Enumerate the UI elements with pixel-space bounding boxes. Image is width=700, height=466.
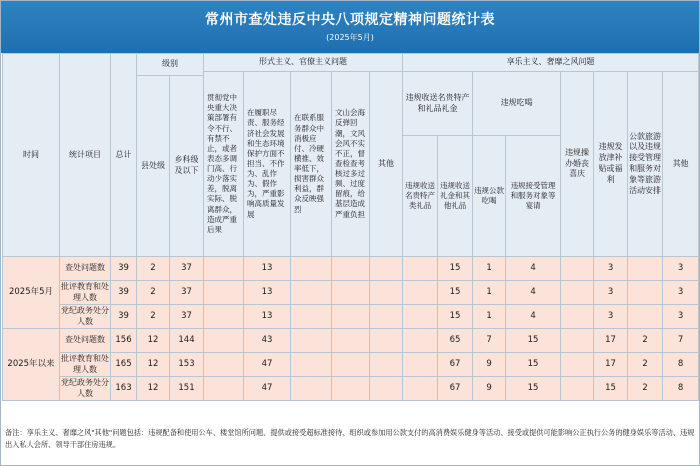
cell-travel: 2 [628,329,663,353]
header-total: 总计 [111,54,137,257]
header-hedonism-other: 其他 [663,72,699,257]
table-row [3,329,699,353]
cell-subsidy: 17 [594,329,628,353]
cell-h-other: 3 [663,257,699,281]
header-formalism-desc-2: 在履职尽责、服务经济社会发展和生态环境保护方面不担当、不作为、乱作为、假作为，严重影响高质量发展 [244,72,291,257]
cell-f4 [332,329,370,353]
cell-e2: 15 [506,329,561,353]
cell-county: 12 [137,377,170,401]
cell-f1 [204,353,244,377]
header-gift-group: 违规收送名贵特产和礼品礼金 [403,72,473,136]
table-row [3,257,699,281]
cell-h-other: 3 [663,305,699,329]
cell-f2: 47 [244,353,291,377]
cell-f4 [332,377,370,401]
header-formalism-desc-1: 贯彻党中央重大决策部署有令不行、有禁不止，或者表态多调门高、行动少落实差，脱离实际、脱离群众，造成严重后果 [204,72,244,257]
cell-county: 2 [137,305,170,329]
header-travel: 公款旅游以及违规接受管理和服务对象等旅游活动安排 [628,72,663,257]
title-banner [1,1,699,53]
header-formalism-desc-4: 文山会海反弹回潮，文风会风不实不正，督查检查考核过多过频、过度留痕，给基层造成严重负担 [332,72,370,257]
statistics-table [2,53,699,401]
cell-county: 12 [137,329,170,353]
table-row [3,377,699,401]
cell-travel [628,281,663,305]
cell-h-other: 3 [663,281,699,305]
cell-g2: 65 [438,329,473,353]
cell-subsidy: 3 [594,281,628,305]
table-row [3,305,699,329]
cell-h-other: 8 [663,377,699,401]
row-item: 批评教育和处理人数 [60,281,111,305]
cell-subsidy: 3 [594,257,628,281]
cell-f4 [332,353,370,377]
header-gift-1: 违规收送名贵特产类礼品 [403,136,438,257]
cell-f3 [291,353,332,377]
cell-g2: 67 [438,377,473,401]
cell-f2: 43 [244,329,291,353]
cell-f-other [370,305,403,329]
cell-f-other [370,329,403,353]
row-item: 党纪政务处分人数 [60,377,111,401]
cell-f1 [204,329,244,353]
header-wedding: 违规操办婚丧喜庆 [561,72,594,257]
cell-g1 [403,353,438,377]
cell-e1: 7 [473,329,506,353]
cell-travel [628,305,663,329]
cell-county: 2 [137,281,170,305]
cell-f-other [370,281,403,305]
cell-e1: 1 [473,281,506,305]
cell-g1 [403,281,438,305]
cell-e2: 15 [506,353,561,377]
header-eat-2: 违规接受管理和服务对象等宴请 [506,136,561,257]
table-row [3,281,699,305]
cell-f2: 47 [244,377,291,401]
header-hedonism: 享乐主义、奢靡之风问题 [403,54,699,72]
header-formalism-desc-3: 在联系服务群众中消极应付、冷硬横推、效率低下，损害群众利益，群众反映强烈 [291,72,332,257]
cell-county: 2 [137,257,170,281]
period-label: 2025年5月 [3,257,60,329]
cell-g1 [403,257,438,281]
table-row [3,353,699,377]
row-item: 查处问题数 [60,257,111,281]
cell-wedding [561,329,594,353]
cell-wedding [561,257,594,281]
cell-e1: 1 [473,305,506,329]
cell-h-other: 8 [663,353,699,377]
cell-total: 165 [111,353,137,377]
header-level: 级别 [137,54,204,76]
cell-township: 37 [170,257,204,281]
cell-f1 [204,377,244,401]
cell-f3 [291,305,332,329]
cell-township: 153 [170,353,204,377]
cell-f2: 13 [244,281,291,305]
row-item: 批评教育和处理人数 [60,353,111,377]
cell-wedding [561,305,594,329]
cell-g2: 67 [438,353,473,377]
cell-e1: 9 [473,353,506,377]
cell-subsidy: 15 [594,377,628,401]
header-eat-1: 违规公款吃喝 [473,136,506,257]
header-row-1 [3,54,699,72]
cell-f1 [204,257,244,281]
cell-total: 39 [111,281,137,305]
cell-g1 [403,377,438,401]
cell-f1 [204,305,244,329]
cell-g2: 15 [438,257,473,281]
cell-e2: 4 [506,257,561,281]
cell-e1: 1 [473,257,506,281]
cell-f4 [332,281,370,305]
cell-f3 [291,281,332,305]
cell-g2: 15 [438,305,473,329]
cell-f3 [291,257,332,281]
cell-township: 37 [170,281,204,305]
row-item: 党纪政务处分人数 [60,305,111,329]
page-title: 常州市查处违反中央八项规定精神问题统计表 [205,12,495,28]
footnote: 备注：享乐主义、奢靡之风"其他"问题包括：违规配备和使用公车、楼堂馆所问题、提供或接受超标准接待、组织或参加用公款支付的高消费娱乐健身等活动、接受或提供可能影响公正执行公务的健身娱乐等活动、违规出入私人会所、领导干部住房违规。 [5,428,695,449]
header-formalism: 形式主义、官僚主义问题 [204,54,403,72]
cell-township: 151 [170,377,204,401]
cell-h-other: 7 [663,329,699,353]
cell-subsidy: 3 [594,305,628,329]
cell-f2: 13 [244,257,291,281]
cell-f4 [332,305,370,329]
cell-township: 144 [170,329,204,353]
cell-g2: 15 [438,281,473,305]
header-item: 统计项目 [60,54,111,257]
cell-f4 [332,257,370,281]
cell-wedding [561,377,594,401]
cell-total: 39 [111,257,137,281]
header-county: 县处级 [137,76,170,257]
cell-e2: 4 [506,305,561,329]
cell-travel: 2 [628,353,663,377]
cell-e2: 15 [506,377,561,401]
cell-g1 [403,305,438,329]
cell-g1 [403,329,438,353]
cell-total: 163 [111,377,137,401]
cell-f1 [204,281,244,305]
cell-township: 37 [170,305,204,329]
cell-subsidy: 17 [594,353,628,377]
cell-e2: 4 [506,281,561,305]
page-subtitle: (2025年5月) [326,33,374,42]
header-subsidy: 违规发放津补贴或福利 [594,72,628,257]
cell-travel: 2 [628,377,663,401]
row-item: 查处问题数 [60,329,111,353]
cell-e1: 9 [473,377,506,401]
header-eat-group: 违规吃喝 [473,72,561,136]
cell-county: 12 [137,353,170,377]
cell-f-other [370,353,403,377]
cell-total: 156 [111,329,137,353]
cell-wedding [561,281,594,305]
cell-f3 [291,329,332,353]
cell-total: 39 [111,305,137,329]
cell-f3 [291,377,332,401]
cell-f-other [370,377,403,401]
cell-travel [628,257,663,281]
period-label: 2025年以来 [3,329,60,401]
header-time: 时间 [3,54,60,257]
cell-wedding [561,353,594,377]
cell-f2: 13 [244,305,291,329]
header-gift-2: 违规收送礼金和其他礼品 [438,136,473,257]
header-township: 乡科级及以下 [170,76,204,257]
cell-f-other [370,257,403,281]
header-formalism-other: 其他 [370,72,403,257]
